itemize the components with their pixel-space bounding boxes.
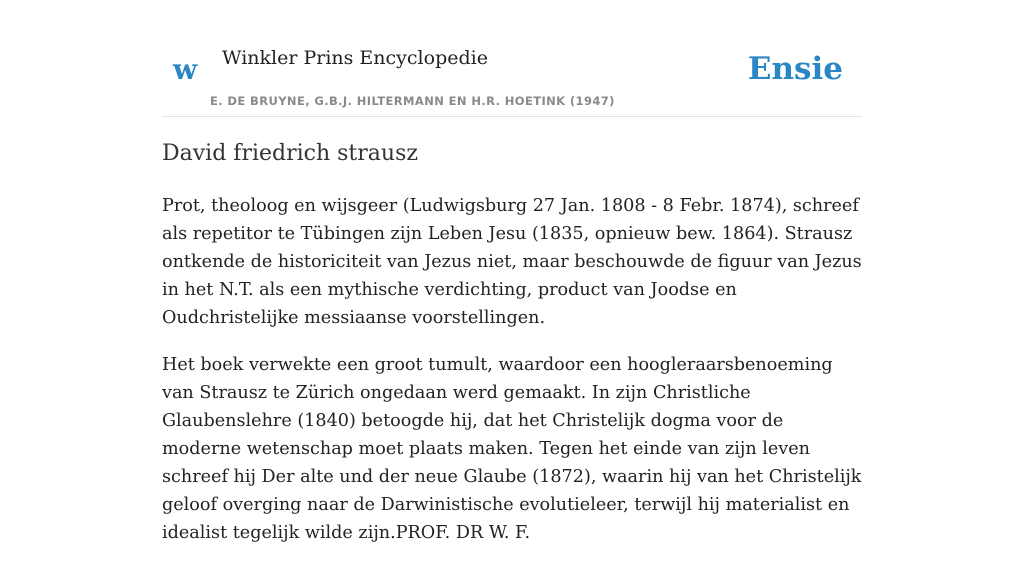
- article-title: David friedrich strausz: [162, 141, 418, 166]
- article-paragraph: Prot, theoloog en wijsgeer (Ludwigsburg 27 Jan. 1808 - 8 Febr. 1874), schreef als repetitor te Tübingen zijn Leben Jesu (1835, opnieuw bew. 1864). Strausz ontkende de historiciteit van Jezus niet, maar beschouwde de figuur van Jezus in het N.T. als een mythische verdichting, product van Joodse en Oudchristelijke messiaanse voorstellingen.: [162, 196, 862, 328]
- site-header: [162, 0, 862, 117]
- ensie-logo-link[interactable]: Ensie: [747, 51, 843, 87]
- article-body: [162, 192, 867, 566]
- book-title-link[interactable]: Winkler Prins Encyclopedie: [222, 47, 488, 69]
- book-logo-icon[interactable]: w: [173, 53, 198, 86]
- book-authors: E. DE BRUYNE, G.B.J. HILTERMANN EN H.R. HOETINK (1947): [210, 94, 615, 108]
- article-paragraph: Het boek verwekte een groot tumult, waardoor een hoogleraarsbenoeming van Strausz te Zürich ongedaan werd gemaakt. In zijn Christliche Glaubenslehre (1840) betoogde hij, dat het Christelijk dogma voor de moderne wetenschap moet plaats maken. Tegen het einde van zijn leven schreef hij Der alte und der neue Glaube (1872), waarin hij van het Christelijk geloof overging naar de Darwinistische evolutieleer, terwijl hij materialist en idealist tegelijk wilde zijn.PROF. DR W. F.: [162, 355, 862, 543]
